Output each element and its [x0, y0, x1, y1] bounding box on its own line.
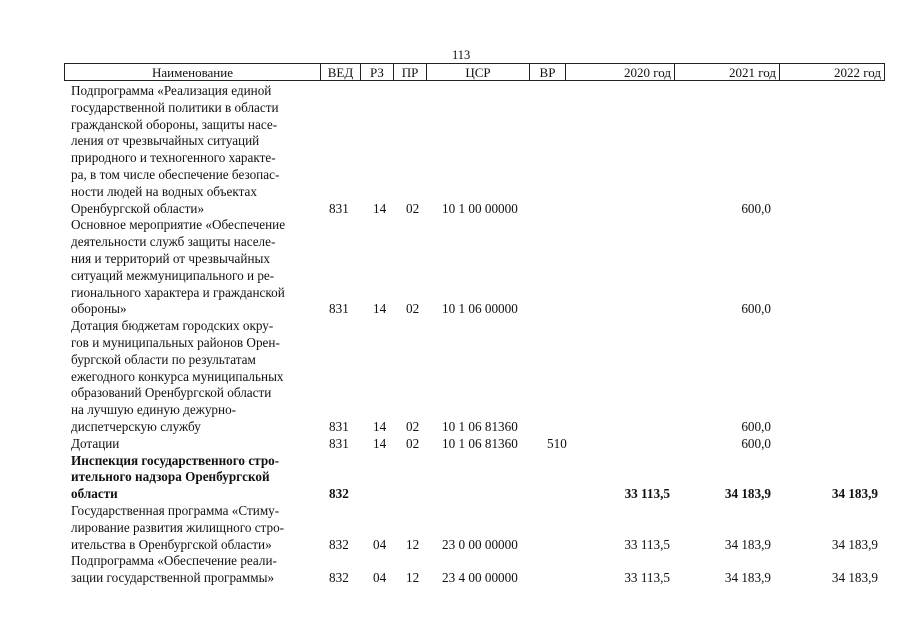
- cell-rz: 04: [373, 536, 387, 552]
- row-name-line: гионального характера и гражданской: [71, 284, 285, 300]
- cell-csr: 10 1 06 81360: [442, 435, 518, 451]
- row-name-line: природного и техногенного характе-: [71, 150, 276, 166]
- cell-pr: 02: [406, 301, 420, 317]
- cell-csr: 10 1 06 00000: [442, 301, 518, 317]
- row-name-line: Подпрограмма «Обеспечение реали-: [71, 553, 277, 569]
- row-name: [71, 217, 321, 318]
- cell-csr: 23 0 00 00000: [442, 536, 518, 552]
- cell-y2021: 34 183,9: [724, 486, 771, 502]
- cell-ved: 831: [329, 435, 349, 451]
- row-name-line: ительства в Оренбургской области»: [71, 536, 272, 552]
- cell-y2020: 33 113,5: [624, 536, 670, 552]
- row-name-line: на лучшую единую дежурно-: [71, 402, 237, 418]
- row-name-line: Дотация бюджетам городских окру-: [71, 318, 274, 334]
- row-name-line: Оренбургской области»: [71, 200, 205, 216]
- cell-pr: 02: [406, 200, 420, 216]
- cell-y2021: 600,0: [741, 418, 771, 434]
- cell-ved: 832: [329, 486, 349, 502]
- cell-rz: 14: [373, 200, 387, 216]
- row-name-line: ительного надзора Оренбургской: [71, 469, 270, 485]
- row-name-line: гражданской обороны, защиты насе-: [71, 116, 278, 132]
- table-row: [0, 436, 905, 453]
- header-2020: 2020 год: [566, 64, 675, 81]
- cell-ved: 832: [329, 536, 349, 552]
- row-name-line: ния и территорий от чрезвычайных: [71, 250, 270, 266]
- page-number: 113: [452, 48, 471, 62]
- row-name: [71, 553, 321, 587]
- row-name-line: образований Оренбургской области: [71, 385, 272, 401]
- table-row: [0, 503, 905, 553]
- row-name-line: государственной политики в области: [71, 99, 279, 115]
- row-name-line: бургской области по результатам: [71, 351, 256, 367]
- row-name-line: ления от чрезвычайных ситуаций: [71, 133, 260, 149]
- cell-rz: 04: [373, 570, 387, 586]
- row-name: [71, 453, 321, 503]
- cell-y2021: 600,0: [741, 435, 771, 451]
- cell-y2020: 33 113,5: [624, 570, 670, 586]
- row-name-line: лирование развития жилищного стро-: [71, 519, 285, 535]
- header-name: Наименование: [65, 64, 321, 81]
- row-name-line: Основное мероприятие «Обеспечение: [71, 217, 286, 233]
- table-row: [0, 83, 905, 217]
- row-name-line: обороны»: [71, 301, 127, 317]
- cell-y2022: 34 183,9: [831, 486, 878, 502]
- header-csr: ЦСР: [427, 64, 530, 81]
- row-name-line: Подпрограмма «Реализация единой: [71, 83, 272, 98]
- cell-y2021: 34 183,9: [724, 570, 771, 586]
- cell-rz: 14: [373, 435, 387, 451]
- cell-pr: 12: [406, 536, 420, 552]
- row-name-line: ежегодного конкурса муниципальных: [71, 368, 284, 384]
- table-row: [0, 453, 905, 503]
- row-name-line: зации государственной программы»: [71, 570, 275, 586]
- table-row: [0, 318, 905, 436]
- row-name-line: ра, в том числе обеспечение безопас-: [71, 166, 280, 182]
- cell-ved: 831: [329, 418, 349, 434]
- row-name-line: гов и муниципальных районов Орен-: [71, 334, 280, 350]
- header-pr: ПР: [394, 64, 427, 81]
- table-row: [0, 217, 905, 318]
- table-body: [0, 83, 905, 587]
- cell-csr: 10 1 06 81360: [442, 418, 518, 434]
- cell-csr: 23 4 00 00000: [442, 570, 518, 586]
- header-rz: РЗ: [361, 64, 394, 81]
- table-row: [0, 553, 905, 587]
- row-name: [71, 318, 321, 436]
- table-header: [64, 63, 885, 81]
- row-name-line: Инспекция государственного стро-: [71, 452, 280, 468]
- cell-ved: 831: [329, 200, 349, 216]
- row-name-line: Государственная программа «Стиму-: [71, 502, 280, 518]
- cell-y2021: 600,0: [741, 301, 771, 317]
- cell-pr: 12: [406, 570, 420, 586]
- cell-y2022: 34 183,9: [831, 536, 878, 552]
- row-name-line: ности людей на водных объектах: [71, 183, 257, 199]
- row-name: [71, 503, 321, 553]
- cell-ved: 831: [329, 301, 349, 317]
- cell-pr: 02: [406, 418, 420, 434]
- header-2022: 2022 год: [780, 64, 885, 81]
- cell-y2021: 34 183,9: [724, 536, 771, 552]
- row-name: [71, 83, 321, 217]
- header-2021: 2021 год: [675, 64, 780, 81]
- row-name-line: деятельности служб защиты населе-: [71, 234, 276, 250]
- cell-y2020: 33 113,5: [624, 486, 670, 502]
- cell-pr: 02: [406, 435, 420, 451]
- cell-rz: 14: [373, 301, 387, 317]
- cell-csr: 10 1 00 00000: [442, 200, 518, 216]
- cell-y2021: 600,0: [741, 200, 771, 216]
- row-name-line: ситуаций межмуниципального и ре-: [71, 267, 275, 283]
- row-name-line: Дотации: [71, 435, 120, 451]
- cell-vr: 510: [547, 435, 567, 451]
- cell-ved: 832: [329, 570, 349, 586]
- header-vr: ВР: [530, 64, 566, 81]
- header-ved: ВЕД: [321, 64, 361, 81]
- row-name-line: диспетчерскую службу: [71, 418, 201, 434]
- cell-y2022: 34 183,9: [831, 570, 878, 586]
- cell-rz: 14: [373, 418, 387, 434]
- row-name: [71, 436, 321, 453]
- row-name-line: области: [71, 486, 118, 502]
